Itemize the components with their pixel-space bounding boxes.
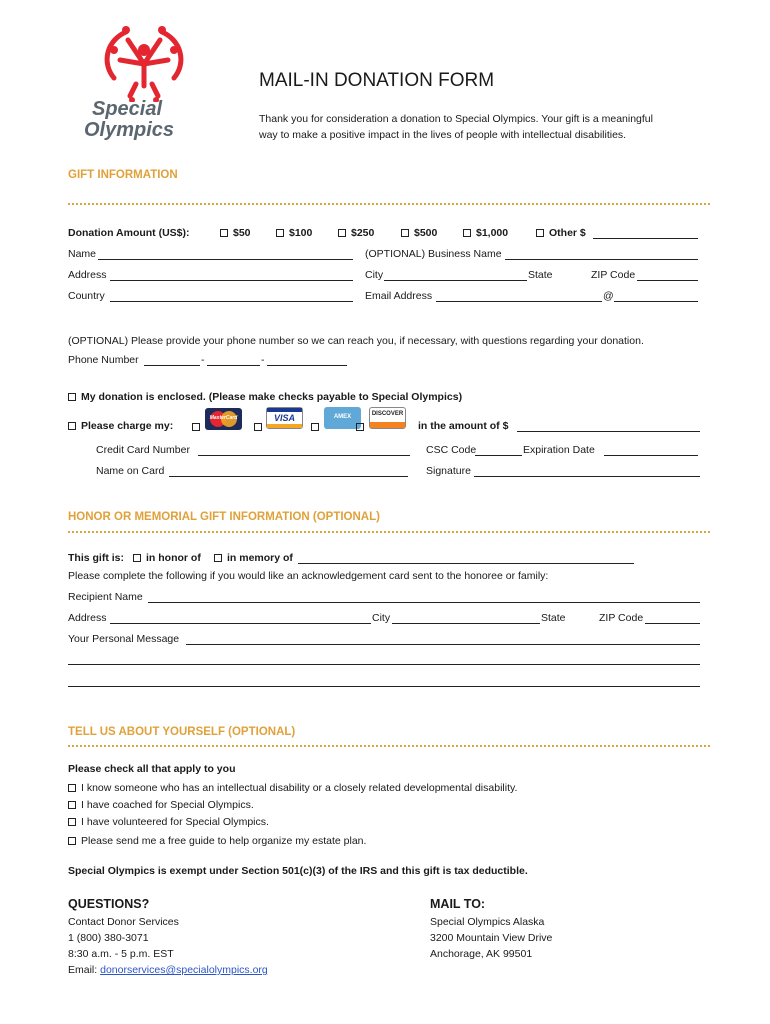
honor-address-label: Address — [68, 612, 107, 624]
signature-label: Signature — [426, 465, 471, 477]
email-at-sign: @ — [603, 290, 614, 302]
checkbox[interactable] — [68, 801, 76, 809]
credit-card-number-label: Credit Card Number — [96, 444, 190, 456]
gift-information-heading: GIFT INFORMATION — [68, 169, 178, 181]
visa-icon: VISA — [266, 407, 303, 429]
country-label: Country — [68, 290, 105, 302]
address-field[interactable] — [110, 280, 353, 281]
amount-of-label: in the amount of $ — [418, 420, 509, 432]
address-label: Address — [68, 269, 107, 281]
personal-message-line-2[interactable] — [68, 664, 700, 665]
discover-checkbox[interactable] — [356, 423, 364, 431]
checkbox[interactable] — [401, 229, 409, 237]
email-field[interactable] — [436, 301, 602, 302]
csc-label: CSC Code — [426, 444, 477, 456]
charge-amount-field[interactable] — [517, 431, 700, 432]
personal-message-line-3[interactable] — [68, 686, 700, 687]
honor-address-field[interactable] — [110, 623, 371, 624]
mail-to-line-3: Anchorage, AK 99501 — [430, 948, 533, 960]
mail-to-heading: MAIL TO: — [430, 897, 486, 911]
phone-note: (OPTIONAL) Please provide your phone number so we can reach you, if necessary, with questions regarding your donation. — [68, 335, 644, 347]
visa-checkbox[interactable] — [254, 423, 262, 431]
about-option-coached[interactable]: I have coached for Special Olympics. — [68, 799, 254, 812]
phone-line-field[interactable] — [267, 365, 347, 366]
expiration-date-label: Expiration Date — [523, 444, 595, 456]
tax-note: Special Olympics is exempt under Section 501(c)(3) of the IRS and this gift is tax deductible. — [68, 865, 528, 877]
mastercard-icon: MasterCard — [205, 408, 242, 430]
phone-dash-1: - — [201, 354, 205, 366]
email-label: Email: — [68, 964, 98, 976]
honor-city-field[interactable] — [392, 623, 540, 624]
about-yourself-heading: TELL US ABOUT YOURSELF (OPTIONAL) — [68, 726, 296, 738]
name-on-card-label: Name on Card — [96, 465, 165, 477]
csc-field[interactable] — [475, 455, 522, 456]
personal-message-label: Your Personal Message — [68, 633, 180, 645]
donation-enclosed-option[interactable]: My donation is enclosed. (Please make checks payable to Special Olympics) — [68, 391, 462, 404]
checkbox[interactable] — [220, 229, 228, 237]
in-honor-option[interactable]: in honor of — [133, 552, 201, 565]
logo-text-olympics: Olympics — [84, 119, 175, 141]
business-name-field[interactable] — [505, 259, 698, 260]
phone-dash-2: - — [261, 354, 265, 366]
questions-phone: 1 (800) 380-3071 — [68, 932, 149, 944]
checkbox[interactable] — [463, 229, 471, 237]
email-label: Email Address — [365, 290, 433, 302]
honor-city-label: City — [372, 612, 391, 624]
checkbox[interactable] — [68, 818, 76, 826]
name-label: Name — [68, 248, 97, 260]
zip-label: ZIP Code — [591, 269, 636, 281]
amount-option-100[interactable]: $100 — [276, 227, 312, 240]
intro-line-2: way to make a positive impact in the lives of people with intellectual disabilities. — [259, 129, 627, 141]
phone-label: Phone Number — [68, 354, 139, 366]
checkbox[interactable] — [68, 393, 76, 401]
zip-field[interactable] — [637, 280, 698, 281]
name-on-card-field[interactable] — [169, 476, 408, 477]
discover-icon: DISCOVER — [369, 407, 406, 429]
honor-state-label: State — [541, 612, 566, 624]
about-option-volunteered[interactable]: I have volunteered for Special Olympics. — [68, 816, 269, 829]
checkbox[interactable] — [133, 554, 141, 562]
credit-card-number-field[interactable] — [198, 455, 410, 456]
state-label: State — [528, 269, 553, 281]
amex-icon: AMEX — [324, 407, 361, 429]
personal-message-field[interactable] — [186, 644, 700, 645]
honor-zip-field[interactable] — [645, 623, 700, 624]
mastercard-checkbox[interactable] — [192, 423, 200, 431]
in-memory-option[interactable]: in memory of — [214, 552, 293, 565]
charge-my-option[interactable]: Please charge my: — [68, 420, 173, 433]
recipient-name-field[interactable] — [148, 602, 700, 603]
amount-option-other[interactable]: Other $ — [536, 227, 586, 240]
questions-heading: QUESTIONS? — [68, 897, 150, 911]
page-title: MAIL-IN DONATION FORM — [259, 70, 495, 91]
section-divider — [68, 531, 710, 533]
amount-option-250[interactable]: $250 — [338, 227, 374, 240]
gift-is-label: This gift is: — [68, 552, 124, 564]
questions-contact: Contact Donor Services — [68, 916, 179, 928]
city-label: City — [365, 269, 384, 281]
section-divider — [68, 745, 710, 747]
amount-option-500[interactable]: $500 — [401, 227, 437, 240]
special-olympics-logo — [84, 20, 204, 140]
donation-amount-label: Donation Amount (US$): — [68, 227, 190, 239]
expiration-date-field[interactable] — [604, 455, 698, 456]
email-domain-field[interactable] — [614, 301, 698, 302]
other-amount-field[interactable] — [593, 238, 698, 239]
phone-prefix-field[interactable] — [207, 365, 260, 366]
checkbox[interactable] — [68, 837, 76, 845]
mail-to-line-1: Special Olympics Alaska — [430, 916, 545, 928]
honor-memorial-heading: HONOR OR MEMORIAL GIFT INFORMATION (OPTIONAL) — [68, 511, 380, 523]
intro-line-1: Thank you for consideration a donation to Special Olympics. Your gift is a meaningful — [259, 113, 653, 125]
about-option-estate-guide[interactable]: Please send me a free guide to help organize my estate plan. — [68, 835, 366, 848]
logo-text-special: Special — [92, 98, 163, 120]
checkbox[interactable] — [214, 554, 222, 562]
acknowledgement-note: Please complete the following if you would like an acknowledgement card sent to the honoree or family: — [68, 570, 549, 582]
checkbox[interactable] — [536, 229, 544, 237]
checkbox[interactable] — [68, 784, 76, 792]
checkbox[interactable] — [338, 229, 346, 237]
donor-services-email-link[interactable]: donorservices@specialolympics.org — [100, 964, 268, 976]
checkbox[interactable] — [68, 422, 76, 430]
amount-option-1000[interactable]: $1,000 — [463, 227, 508, 240]
signature-field[interactable] — [474, 476, 700, 477]
amex-checkbox[interactable] — [311, 423, 319, 431]
country-field[interactable] — [110, 301, 353, 302]
honoree-field[interactable] — [298, 563, 634, 564]
city-field[interactable] — [384, 280, 527, 281]
recipient-name-label: Recipient Name — [68, 591, 143, 603]
section-divider — [68, 203, 710, 205]
amount-option-50[interactable]: $50 — [220, 227, 251, 240]
checkbox[interactable] — [276, 229, 284, 237]
check-all-label: Please check all that apply to you — [68, 763, 236, 775]
name-field[interactable] — [98, 259, 353, 260]
logo-figure-icon — [84, 20, 204, 102]
phone-area-field[interactable] — [144, 365, 200, 366]
about-option-know-someone[interactable]: I know someone who has an intellectual disability or a closely related developmental disability. — [68, 782, 517, 795]
honor-zip-label: ZIP Code — [599, 612, 644, 624]
business-name-label: (OPTIONAL) Business Name — [365, 248, 502, 260]
questions-email-row — [68, 964, 268, 977]
questions-hours: 8:30 a.m. - 5 p.m. EST — [68, 948, 174, 960]
mail-to-line-2: 3200 Mountain View Drive — [430, 932, 553, 944]
